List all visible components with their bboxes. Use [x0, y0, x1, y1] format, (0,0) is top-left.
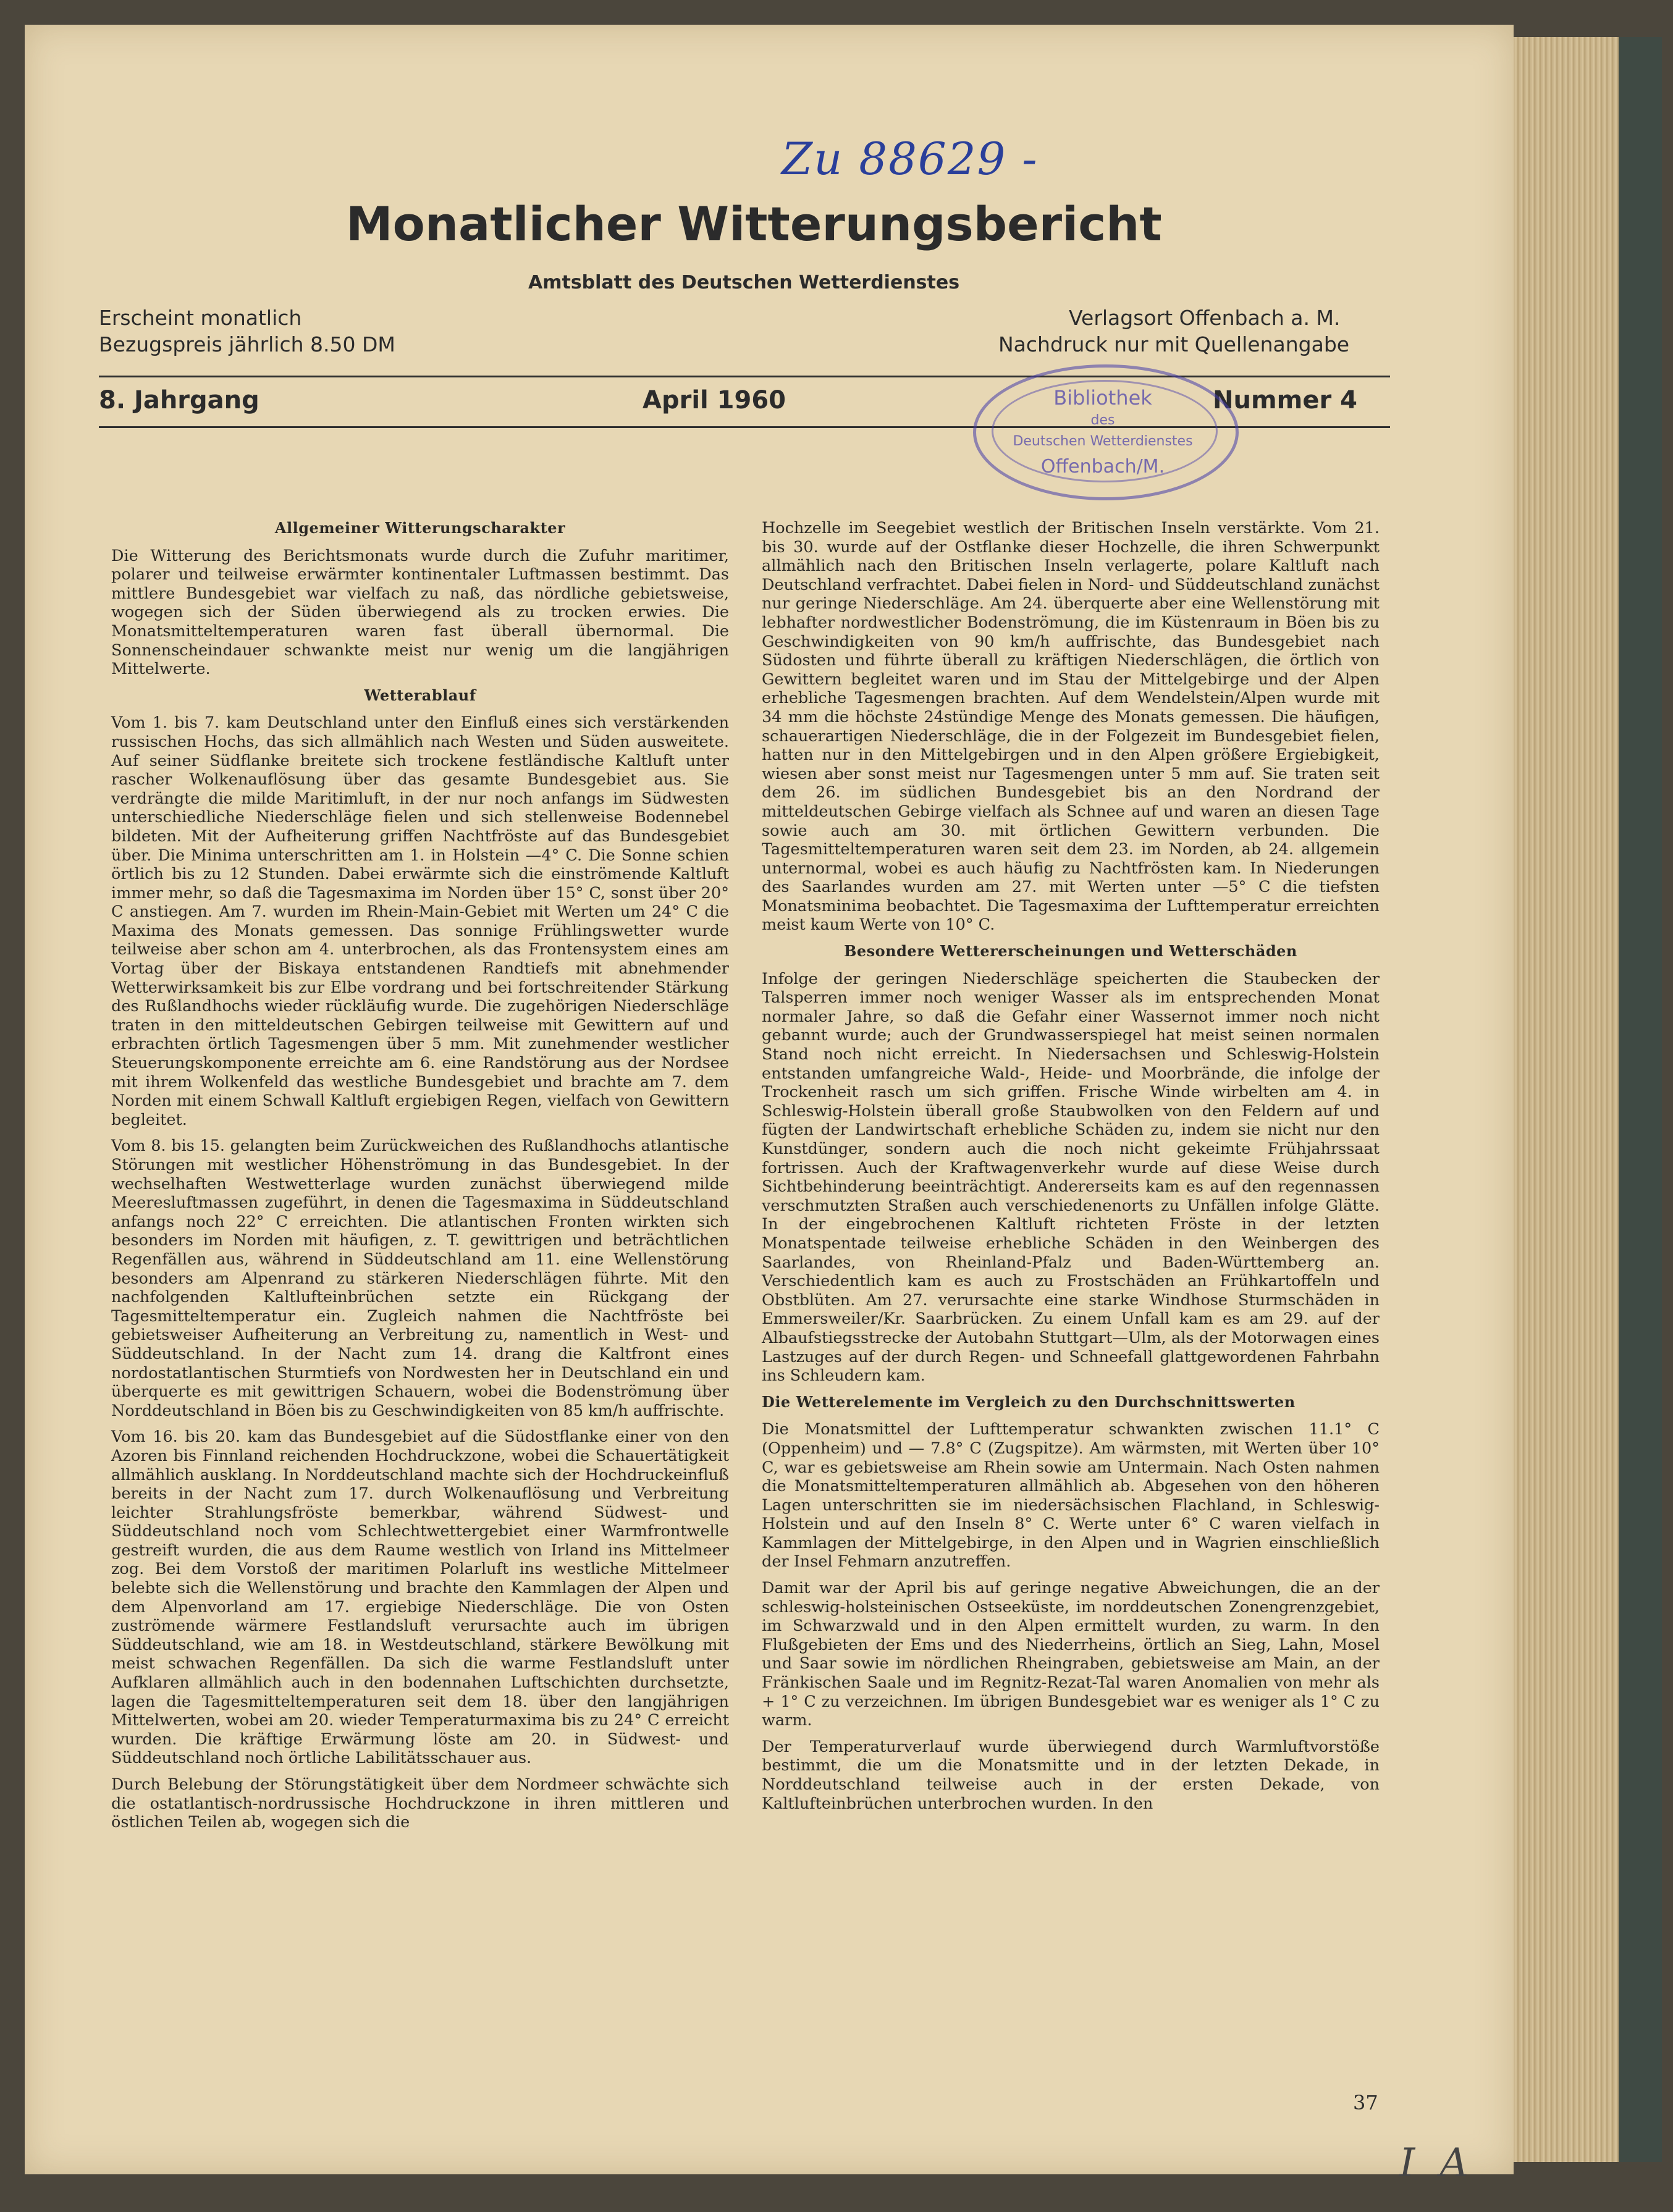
book-page-edges [1507, 37, 1620, 2162]
section-heading-weather-elements: Die Wetterelemente im Vergleich zu den Durchschnittswerten [762, 1392, 1296, 1411]
section-heading-special-phenomena: Besondere Wettererscheinungen und Wetterschäden [844, 942, 1297, 961]
issue-number: Nummer 4 [1213, 386, 1357, 414]
subscription-price: Bezugspreis jährlich 8.50 DM [99, 332, 395, 356]
book-binding [1619, 37, 1662, 2162]
stamp-line-4: Offenbach/M. [1040, 456, 1165, 477]
handwritten-note: Zu 88629 - [782, 133, 1039, 185]
stamp-line-3: Deutschen Wetterdienstes [1013, 434, 1193, 449]
section-heading-general-character: Allgemeiner Witterungscharakter [274, 519, 566, 537]
paragraph: Durch Belebung der Störungstätigkeit über dem Nordmeer schwächte sich die ostatlantisch-nordrussische Hochdruckzone in ihren mittleren und östlichen Teilen ab, wogegen sich die [111, 1775, 729, 1832]
paragraph: Infolge der geringen Niederschläge speicherten die Staubecken der Talsperren immer noch weniger Wasser als im entsprechenden Monat normaler Jahre, so daß die Gefahr einer Wassernot immer noch nicht gebannt wurde; auch der Grundwasserspiegel hat meist seinen normalen Stand noch nicht erreicht. In Niedersachsen und Schleswig-Holstein entstanden umfangreiche Wald-, Heide- und Moorbrände, die infolge der Trockenheit rasch um sich griffen. Frische Winde wirbelten am 4. in Schleswig-Holstein überall große Staubwolken von den Feldern auf und fügten der Landwirtschaft erhebliche Schäden zu, indem sie nicht nur den Kunstdünger, sondern auch die noch nicht gekeimte Frühjahrssaat fortrissen. Auch der Kraftwagenverkehr wurde auf diese Weise durch Sichtbehinderung beeinträchtigt. Andererseits kam es auf den regennassen verschmutzten Straßen auch verschiedenenorts zu Unfällen infolge Glätte. In der eingebrochenen Kaltluft richteten Fröste in der letzten Monatspentade teilweise erhebliche Schäden in den Weinbergen des Saarlandes, von Rheinland-Pfalz und Baden-Württemberg an. Verschiedentlich kam es auch zu Frostschäden an Frühkartoffeln und Obstblüten. Am 27. verursachte eine starke Windhose Sturmschäden in Emmersweiler/Kr. Saarbrücken. Zu einem Unfall kam es am 29. auf der Albaufstiegsstrecke der Autobahn Stuttgart—Ulm, als der Motorwagen eines Lastzuges auf der durch Regen- und Schneefall glattgewordenen Fahrbahn ins Schleudern kam. [762, 969, 1380, 1386]
paragraph: Vom 1. bis 7. kam Deutschland unter den Einfluß eines sich verstärkenden russischen Hochs, das sich allmählich nach Westen und Süden ausweitete. Auf seiner Südflanke breitete sich trockene festländische Kaltluft unter rascher Wolkenauflösung über das gesamte Bundesgebiet aus. Sie verdrängte die milde Maritimluft, in der nur noch anfangs im Südwesten unterschiedliche Niederschläge fielen und sich stellenweise Bodennebel bildeten. Mit der Aufheiterung griffen Nachtfröste auf das Bundesgebiet über. Die Minima unterschritten am 1. in Holstein —4° C. Die Sonne schien örtlich bis zu 12 Stunden. Dabei erwärmte sich die einströmende Kaltluft immer mehr, so daß die Tagesmaxima im Norden über 15° C, sonst über 20° C anstiegen. Am 7. wurden im Rhein-Main-Gebiet mit Werten um 24° C die Maxima des Monats gemessen. Das sonnige Frühlingswetter wurde teilweise aber schon am 4. unterbrochen, als das Frontensystem eines am Vortag über der Biskaya entstandenen Randtiefs mit abnehmender Wetterwirksamkeit bis zur Elbe vordrang und bei fortschreitender Stärkung des Rußlandhochs wieder rückläufig wurde. Die zugehörigen Niederschläge traten in den mitteldeutschen Gebirgen teilweise mit Gewittern auf und erbrachten örtlich Tagesmengen über 5 mm. Mit zunehmender westlicher Steuerungskomponente erreichte am 6. eine Randstörung aus der Nordsee mit ihrem Wolkenfeld das westliche Bundesgebiet und brachte am 7. dem Norden mit einem Schwall Kaltluft ergiebigen Regen, vielfach von Gewittern begleitet. [111, 713, 729, 1129]
left-column [111, 519, 729, 1840]
publication-frequency: Erscheint monatlich [99, 306, 302, 330]
page-title: Monatlicher Witterungsbericht [346, 196, 1162, 251]
issue-date: April 1960 [643, 386, 786, 414]
stamp-line-1: Bibliothek [1053, 386, 1152, 410]
right-column [762, 519, 1380, 1820]
paragraph: Vom 16. bis 20. kam das Bundesgebiet auf die Südostflanke einer von den Azoren bis Finnland reichenden Hochdruckzone, wobei die Schauertätigkeit allmählich ausklang. In Norddeutschland machte sich der Hochdruckeinfluß bereits in der Nacht zum 17. durch Wolkenauflösung und Verbreitung leichter Strahlungsfröste bemerkbar, während Südwest- und Süddeutschland noch vom Schlechtwettergebiet einer Warmfrontwelle gestreift wurden, die aus dem Raume westlich von Irland ins Mittelmeer zog. Bei dem Vorstoß der maritimen Polarluft ins westliche Mittelmeer belebte sich die Wellenstörung und brachte den Kammlagen der Alpen und dem Alpenvorland am 17. ergiebige Niederschläge. Die von Osten zuströmende wärmere Festlandsluft verursachte auch im übrigen Süddeutschland, wie am 18. in Westdeutschland, stärkere Bewölkung mit meist schwachen Regenfällen. Da sich die warme Festlandsluft unter Aufklaren allmählich auch in den bodennahen Luftschichten durchsetzte, lagen die Tagesmitteltemperaturen seit dem 18. über den langjährigen Mittelwerten, wobei am 20. wieder Temperaturmaxima bis zu 24° C erreicht wurden. Die kräftige Erwärmung löste am 20. in Südwest- und Süddeutschland noch örtliche Labilitätsschauer aus. [111, 1428, 729, 1768]
paragraph: Hochzelle im Seegebiet westlich der Britischen Inseln verstärkte. Vom 21. bis 30. wurde auf der Ostflanke dieser Hochzelle, die ihren Schwerpunkt allmählich nach den Britischen Inseln verlagerte, polare Kaltluft nach Deutschland verfrachtet. Dabei fielen in Nord- und Süddeutschland zunächst nur geringe Niederschläge. Am 24. überquerte aber eine Wellenstörung mit lebhafter nordwestlicher Bodenströmung, die im Küstenraum in Böen bis zu Geschwindigkeiten von 90 km/h auffrischte, das Bundesgebiet nach Südosten und führte überall zu kräftigen Niederschlägen, die örtlich von Gewittern begleitet waren und im Stau der Mittelgebirge und der Alpen erhebliche Tagesmengen brachten. Auf dem Wendelstein/Alpen wurde mit 34 mm die höchste 24stündige Menge des Monats gemessen. Die häufigen, schauerartigen Niederschläge, die in der Folgezeit im Bundesgebiet fielen, hatten nur in den Mittelgebirgen und in den Alpen größere Ergiebigkeit, wiesen aber sonst meist nur Tagesmengen unter 5 mm auf. Sie traten seit dem 26. im südlichen Bundesgebiet bis an den Nordrand der mitteldeutschen Gebirge vielfach als Schnee auf und waren an diesen Tage sowie auch am 30. mit örtlichen Gewittern verbunden. Die Tagesmitteltemperaturen waren seit dem 23. im Norden, ab 24. allgemein unternormal, wobei es auch häufig zu Nachtfrösten kam. In Niederungen des Saarlandes wurden am 27. mit Werten unter —5° C die tiefsten Monatsminima beobachtet. Die Tagesmaxima der Lufttemperatur erreichten meist kaum Werte von 10° C. [762, 519, 1380, 935]
paragraph: Der Temperaturverlauf wurde überwiegend durch Warmluftvorstöße bestimmt, die um die Monatsmitte und in der letzten Dekade, in Norddeutschland teilweise auch in der ersten Dekade, von Kaltlufteinbrüchen unterbrochen wurden. In den [762, 1737, 1380, 1813]
paragraph: Vom 8. bis 15. gelangten beim Zurückweichen des Rußlandhochs atlantische Störungen mit westlicher Höhenströmung in das Bundesgebiet. In der wechselhaften Westwetterlage wurden zunächst überwiegend milde Meeresluftmassen zugeführt, in denen die Tagesmaxima in Süddeutschland anfangs noch 22° C erreichten. Die atlantischen Fronten wirkten sich besonders im Norden mit häufigen, z. T. gewittrigen und beträchtlichen Regenfällen aus, während in Süddeutschland am 11. eine Wellenstörung besonders am Alpenrand zu stärkeren Niederschlägen führte. Mit den nachfolgenden Kaltlufteinbrüchen setzte ein Rückgang der Tagesmitteltemperatur ein. Zugleich nahmen die Nachtfröste bei gebietsweiser Aufheiterung an Verbreitung zu, namentlich in West- und Süddeutschland. In der Nacht zum 14. drang die Kaltfront eines nordostatlantischen Sturmtiefs von Nordwesten her in Deutschland ein und überquerte es mit gewittrigen Schauern, wobei die Bodenströmung über Norddeutschland in Böen bis zu Geschwindigkeiten von 85 km/h auffrischte. [111, 1137, 729, 1420]
publisher-location: Verlagsort Offenbach a. M. [1069, 306, 1341, 330]
stamp-line-2: des [1090, 413, 1115, 428]
reprint-notice: Nachdruck nur mit Quellenangabe [998, 332, 1350, 356]
paragraph: Damit war der April bis auf geringe negative Abweichungen, die an der schleswig-holsteinischen Ostseeküste, im norddeutschen Zonengrenzgebiet, im Schwarzwald und in den Alpen ermittelt wurden, zu warm. In den Flußgebieten der Ems und des Niederrheins, örtlich an Sieg, Lahn, Mosel und Saar sowie im nördlichen Rheingraben, gebietsweise am Main, an der Fränkischen Saale und im Regnitz-Rezat-Tal waren Anomalien von mehr als + 1° C zu verzeichnen. Im übrigen Bundesgebiet war es weniger als 1° C zu warm. [762, 1579, 1380, 1730]
section-heading-weather-course: Wetterablauf [364, 686, 476, 704]
header-rule-top [99, 376, 1390, 377]
page-subtitle: Amtsblatt des Deutschen Wetterdienstes [528, 272, 960, 293]
page-number: 37 [1353, 2091, 1378, 2114]
paragraph: Die Witterung des Berichtsmonats wurde durch die Zufuhr maritimer, polarer und teilweise erwärmter kontinentaler Luftmassen bestimmt. Das mittlere Bundesgebiet war vielfach zu naß, das nördliche gebietsweise, wogegen sich der Süden überwiegend als zu trocken erwies. Die Monatsmitteltemperaturen waren fast überall übernormal. Die Sonnenscheindauer schwankte meist nur wenig um die langjährigen Mittelwerte. [111, 546, 729, 679]
paragraph: Die Monatsmittel der Lufttemperatur schwankten zwischen 11.1° C (Oppenheim) und — 7.8° C (Zugspitze). Am wärmsten, mit Werten über 10° C, war es gebietsweise am Rhein sowie am Untermain. Nach Osten nahmen die Monatsmitteltemperaturen allmählich ab. Abgesehen von den höheren Lagen unterschritten sie im niedersächsischen Flachland, in Schleswig-Holstein und auf den Inseln 8° C. Werte unter 6° C waren vielfach in Kammlagen der Mittelgebirge, in den Alpen und in Wagrien einschließlich der Insel Fehmarn anzutreffen. [762, 1420, 1380, 1571]
document-page [25, 25, 1514, 2186]
volume-label: 8. Jahrgang [99, 386, 259, 414]
margin-handwritten-note: I A [1399, 2140, 1475, 2186]
